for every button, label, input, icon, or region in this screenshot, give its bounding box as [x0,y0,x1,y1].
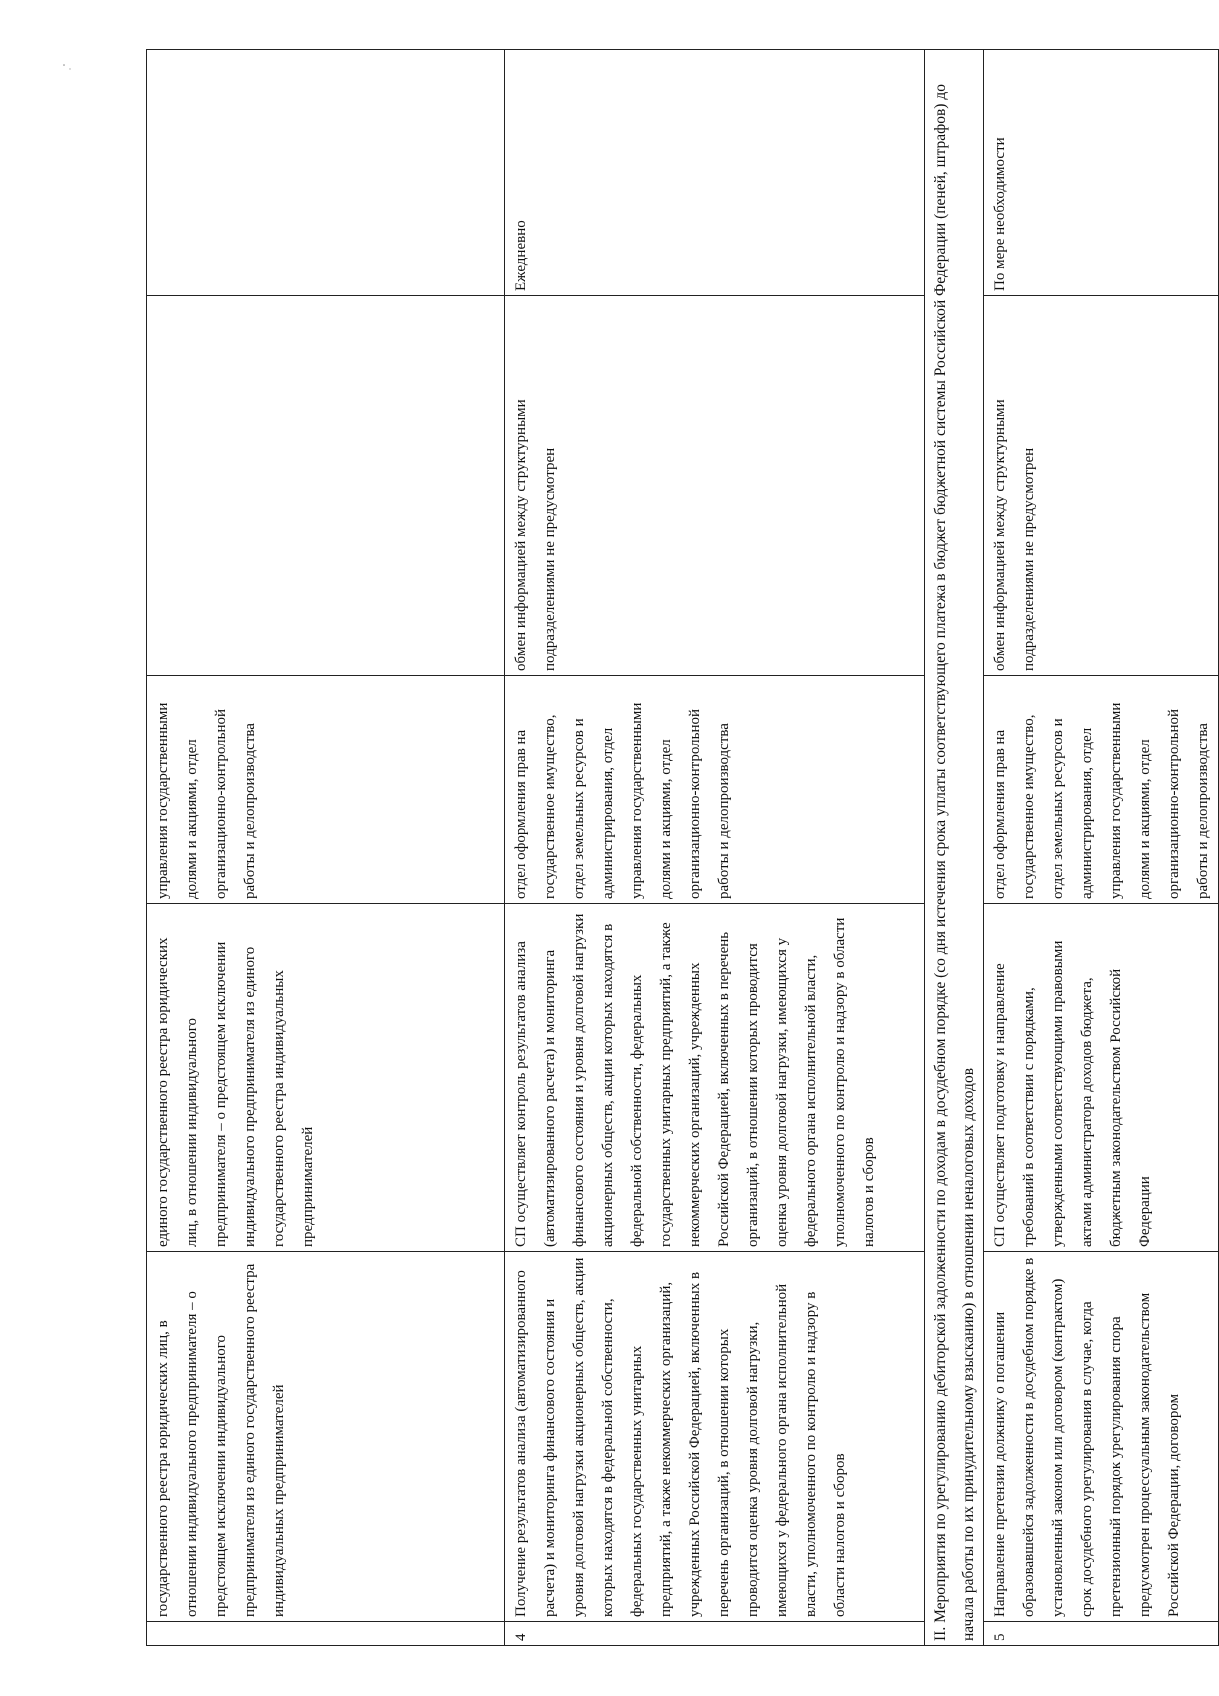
department-cell: отдел оформления прав на государственное имущество, отдел земельных ресурсов и администрирования, отдел управления государственными долями и акциями, отдел организационно-контрольной работы и делопроизводства [505,676,925,904]
department-cell: управления государственными долями и акциями, отдел организационно-контрольной работы и делопроизводства [147,676,505,904]
table-row [147,50,505,1646]
action-cell: СП осуществляет контроль результатов анализа (автоматизированного расчета) и мониторинга финансового состояния и уровня долговой нагрузки акционерных обществ, акции которых находятся в федеральной собственности, федеральных государственных унитарных предприятий, а также некоммерческих организаций, учрежденных Российской Федерацией, включенных в перечень организаций, в отношении которых проводится оценка уровня долговой нагрузки, имеющихся у федерального органа исполнительной власти, уполномоченного по контролю и надзору в области налогов и сборов [505,904,925,1252]
row-number: 4 [505,1622,925,1646]
frequency-cell: Ежедневно [505,50,925,296]
scan-speck [60,60,74,74]
table-row [984,50,1219,1646]
table-row [505,50,925,1646]
row-number: 5 [984,1622,1219,1646]
row-number [147,1622,505,1646]
measure-cell: государственного реестра юридических лиц, в отношении индивидуального предпринимателя – о предстоящем исключении индивидуального предпринимателя из единого государственного реестра индивидуальных предпринимателей [147,1252,505,1622]
frequency-cell: По мере необходимости [984,50,1219,296]
section-heading: II. Мероприятия по урегулированию дебиторской задолженности по доходам в досудебном порядке (со дня истечения срока уплаты соответствующего платежа в бюджет бюджетной системы Российской Федерации (пеней, штрафов) до начала работы по их принудительному взысканию) в отношении неналоговых доходов [925,50,984,1646]
measure-cell: Получение результатов анализа (автоматизированного расчета) и мониторинга финансового состояния и уровня долговой нагрузки акционерных обществ, акции которых находятся в федеральной собственности, федеральных государственных унитарных предприятий, а также некоммерческих организаций, учрежденных Российской Федерацией, включенных в перечень организаций, в отношении которых проводится оценка уровня долговой нагрузки, имеющихся у федерального органа исполнительной власти, уполномоченного по контролю и надзору в области налогов и сборов [505,1252,925,1622]
exchange-cell: обмен информацией между структурными подразделениями не предусмотрен [984,296,1219,676]
action-cell: единого государственного реестра юридических лиц, в отношении индивидуального предпринимателя – о предстоящем исключении индивидуального предпринимателя из единого государственного реестра индивидуальных предпринимателей [147,904,505,1252]
action-cell: СП осуществляет подготовку и направление требований в соответствии с порядками, утвержденными соответствующими правовыми актами администратора доходов бюджета, бюджетным законодательством Российской Федерации [984,904,1219,1252]
rotated-page-content [146,50,1211,1646]
frequency-cell [147,50,505,296]
exchange-cell [147,296,505,676]
measure-cell: Направление претензии должнику о погашении образовавшейся задолженности в досудебном порядке в установленный законом или договором (контрактом) срок досудебного урегулирования в случае, когда претензионный порядок урегулирования спора предусмотрен процессуальным законодательством Российской Федерации, договором [984,1252,1219,1622]
department-cell: отдел оформления прав на государственное имущество, отдел земельных ресурсов и администрирования, отдел управления государственными долями и акциями, отдел организационно-контрольной работы и делопроизводства [984,676,1219,904]
exchange-cell: обмен информацией между структурными подразделениями не предусмотрен [505,296,925,676]
section-row [925,50,984,1646]
measures-table [146,49,1219,1646]
